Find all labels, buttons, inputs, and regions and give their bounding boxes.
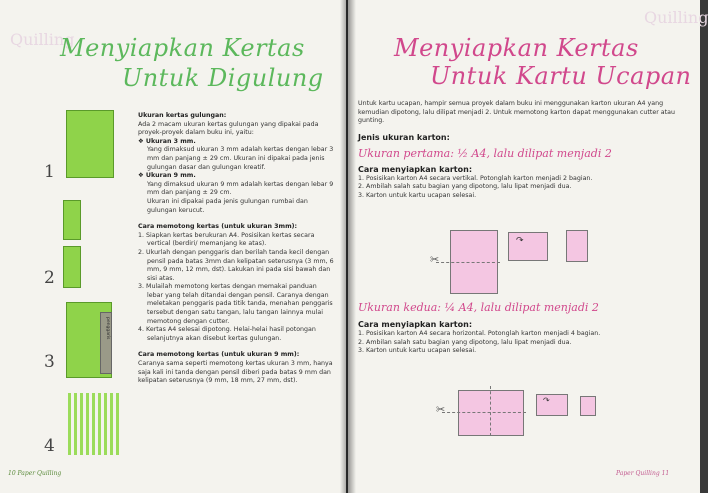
scissors-icon: ✂ — [436, 403, 446, 416]
right-body-text — [358, 100, 684, 201]
size-quarter-a4-title: Ukuran kedua: ¼ A4, lalu dilipat menjadi 2 — [358, 301, 599, 314]
step-number-4: 4 — [44, 436, 55, 456]
cut-3mm-step: 1. Siapkan kertas berukuran A4. Posisikan kertas secara vertical (berdiri/ memanjang ke atas). — [138, 231, 315, 248]
right-title-line2: Untuk Kartu Ucapan — [430, 62, 692, 90]
cut-9mm-desc: Caranya sama seperti memotong kertas ukuran 3 mm, hanya saja kali ini tanda dengan pensil diberi pada batas 9 mm dan kelipatan seterusnya (9 mm, 18 mm, 27 mm, dst). — [138, 360, 333, 385]
size-3mm-desc: Yang dimaksud ukuran 3 mm adalah kertas dengan lebar 3 mm dan panjang ± 29 cm. Ukuran ini dipakai pada jenis gulungan dasar dan gulungan kreatif. — [147, 146, 334, 171]
right-page — [348, 0, 708, 493]
fold-arrow-icon: ↷ — [543, 396, 550, 405]
left-title-line1: Menyiapkan Kertas — [60, 34, 305, 62]
size-half-how-heading: Cara menyiapkan karton: — [358, 164, 473, 174]
paper-strip — [68, 393, 71, 455]
fold-arrow-icon: ↷ — [516, 236, 524, 246]
cut-3mm-step: 4. Kertas A4 selesai dipotong. Helai-helai hasil potongan selanjutnya akan disebut kertas gulungan. — [138, 326, 316, 342]
size-quarter-step: 1. Posisikan karton A4 secara horizontal. Potonglah karton menjadi 4 bagian. — [358, 330, 601, 337]
paper-strip — [104, 393, 107, 455]
cut-3mm-step: 3. Mulailah memotong kertas dengan memakai panduan lebar yang telah ditandai dengan pensil. Caranya dengan meletakan penggaris pada titik tanda, menahan penggaris tersebut dengan satu tangan, lalu tangan lainnya mulai memotong dengan cutter. — [138, 283, 333, 325]
size-half-step: 1. Posisikan karton A4 secara vertikal. Potonglah karton menjadi 2 bagian. — [358, 174, 593, 182]
right-ghost-watermark: Quilling — [644, 8, 708, 27]
step-number-3: 3 — [44, 352, 55, 372]
ruler-label: penggaris — [105, 317, 110, 340]
paper-size-intro: Ada 2 macam ukuran kertas gulungan yang dipakai pada proyek-proyek dalam buku ini, yaitu: — [138, 120, 319, 137]
cut-3mm-step: 2. Ukurlah dengan penggaris dan berilah tanda kecil dengan pensil pada batas 3mm dan kelipatan seterusnya (3 mm, 6 mm, 9 mm, 12 mm, dst). Lakukan ini pada sisi bawah dan sisi atas. — [138, 248, 334, 282]
book-gutter — [340, 0, 356, 493]
cut-9mm-heading: Cara memotong kertas (untuk ukuran 9 mm): — [138, 351, 300, 359]
left-page — [0, 0, 346, 493]
a4-green-sheet-illustration — [66, 110, 114, 178]
size-9mm-note: Ukuran ini dipakai pada jenis gulungan rumbai dan gulungan kerucut. — [147, 197, 308, 214]
half-card-illustration — [508, 232, 548, 261]
cut-line — [436, 262, 500, 263]
paper-strip — [110, 393, 113, 455]
right-footer: Paper Quilling 11 — [616, 470, 670, 477]
left-ghost-watermark: Quilling — [10, 30, 75, 49]
folded-small-card-illustration — [580, 396, 596, 416]
left-footer: 10 Paper Quilling — [8, 470, 62, 477]
scissors-icon: ✂ — [430, 253, 440, 266]
left-title-line2: Untuk Digulung — [122, 64, 324, 92]
size-half-step: 3. Karton untuk kartu ucapan selesai. — [358, 191, 477, 199]
step-number-1: 1 — [44, 162, 55, 182]
size-3mm-title: ❖ Ukuran 3 mm. — [138, 137, 196, 145]
cut-line-vertical — [490, 386, 492, 436]
paper-strip — [74, 393, 77, 455]
quarter-card-illustration — [536, 394, 568, 416]
right-title-line1: Menyiapkan Kertas — [394, 34, 639, 62]
cut-line — [442, 412, 526, 413]
paper-strip — [86, 393, 89, 455]
cut-3mm-heading: Cara memotong kertas (untuk ukuran 3mm): — [138, 223, 298, 231]
size-half-step: 2. Ambilah salah satu bagian yang dipotong, lalu lipat menjadi dua. — [358, 183, 572, 191]
left-body-text — [138, 112, 334, 386]
size-9mm-desc: Yang dimaksud ukuran 9 mm adalah kertas dengan lebar 9 mm dan panjang ± 29 cm. — [147, 180, 334, 197]
paper-size-heading: Ukuran kertas gulungan: — [138, 112, 227, 119]
marked-sheet-top-illustration — [63, 200, 81, 240]
paper-strip — [92, 393, 95, 455]
size-quarter-step: 3. Karton untuk kartu ucapan selesai. — [358, 347, 477, 355]
folded-card-illustration — [566, 230, 588, 262]
size-quarter-step: 2. Ambilan salah satu bagian yang dipotong, lalu lipat menjadi dua. — [358, 338, 572, 346]
paper-strip — [116, 393, 119, 455]
ruler-illustration — [100, 312, 112, 374]
size-quarter-how-heading: Cara menyiapkan karton: — [358, 320, 473, 329]
card-types-heading: Jenis ukuran karton: — [358, 132, 450, 142]
paper-strip — [80, 393, 83, 455]
size-half-a4-title: Ukuran pertama: ½ A4, lalu dilipat menjadi 2 — [358, 146, 612, 160]
card-intro: Untuk kartu ucapan, hampir semua proyek dalam buku ini menggunakan karton ukuran A4 yang kemudian dipotong, lalu dilipat menjadi 2. Untuk memotong karton dapat menggunakan cutter atau gunting. — [358, 100, 675, 125]
marked-sheet-bottom-illustration — [63, 246, 81, 288]
right-body-text-2 — [358, 300, 684, 356]
step-number-2: 2 — [44, 268, 55, 288]
size-9mm-title: ❖ Ukuran 9 mm. — [138, 172, 196, 180]
paper-strip — [98, 393, 101, 455]
